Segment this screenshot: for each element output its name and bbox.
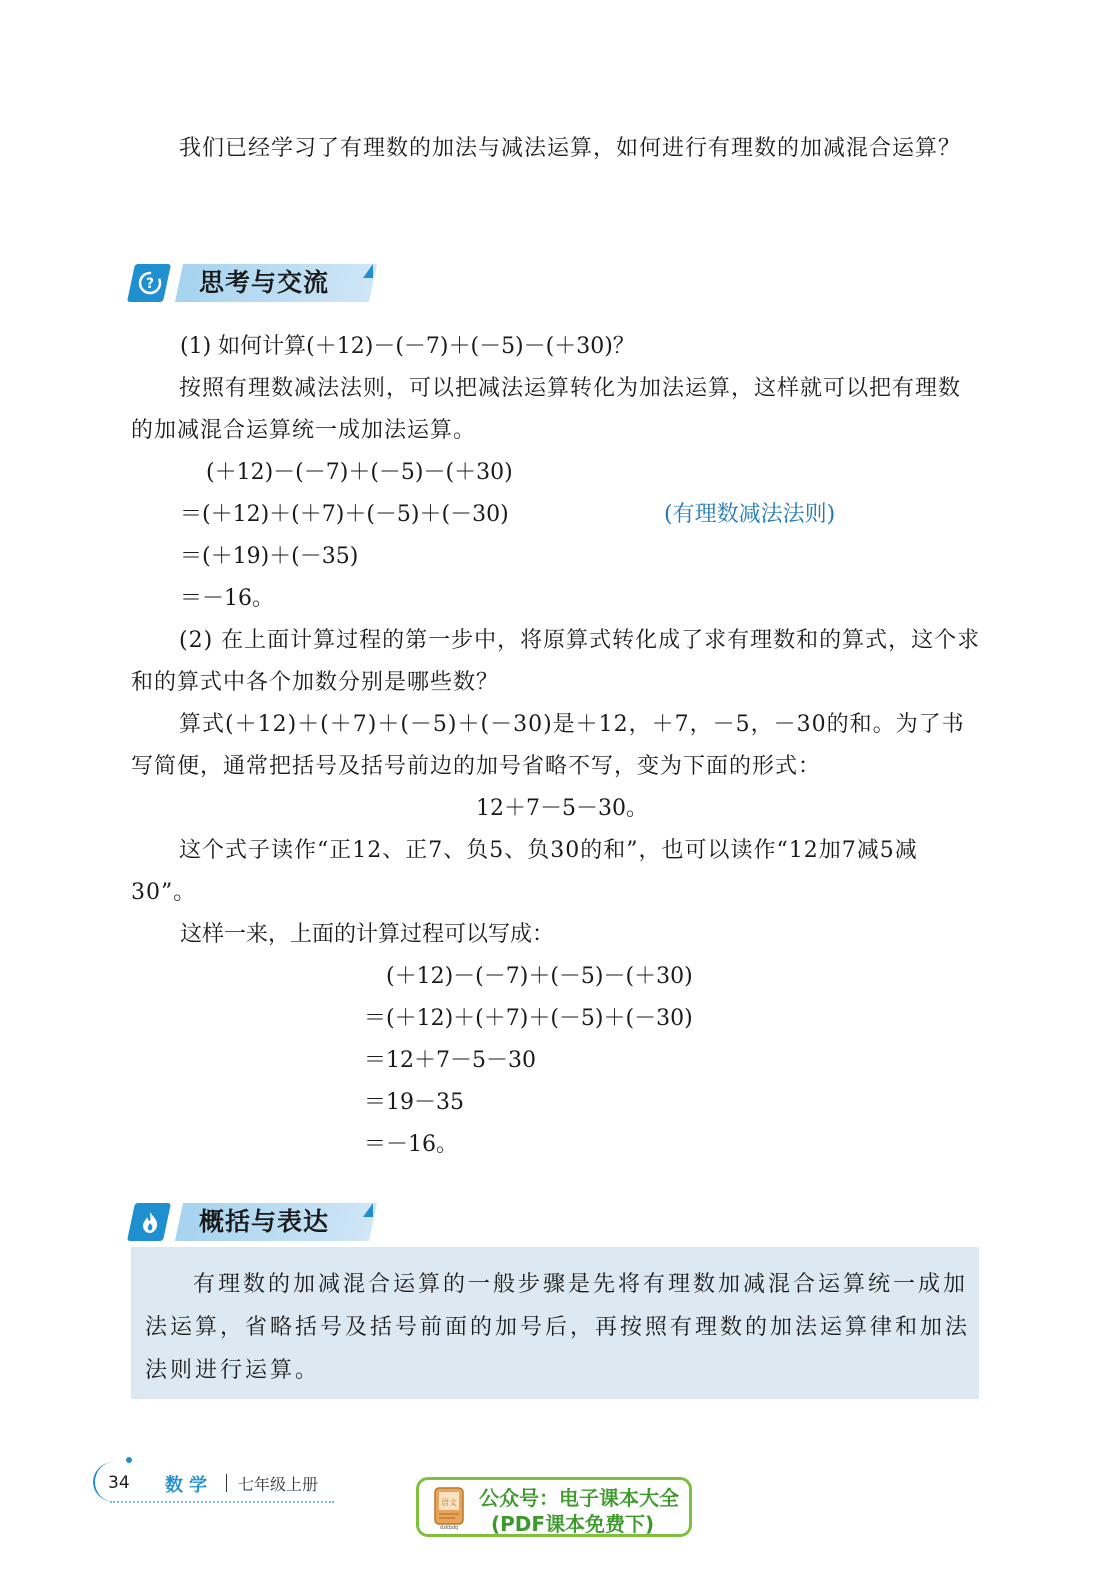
section-title: 概括与表达 <box>199 1207 330 1236</box>
calc1-line-3: ＝(＋19)＋(－35) <box>180 544 359 569</box>
svg-text:?: ? <box>145 276 155 292</box>
footer-divider <box>226 1474 227 1492</box>
question-cycle-icon <box>137 270 163 296</box>
page-number: 34 <box>108 1473 130 1493</box>
paragraph-subtraction-rule: 按照有理数减法法则，可以把减法运算转化为加法运算，这样就可以把有理数的加减混合运算统一成加法运算。 <box>131 376 962 443</box>
paragraph-reading: 这个式子读作“正12、正7、负5、负30的和”，也可以读作“12加7减5减30”。 <box>131 838 918 905</box>
intro-paragraph: 我们已经学习了有理数的加法与减法运算，如何进行有理数的加减混合运算？ <box>179 136 962 161</box>
footer-subject: 数学 <box>165 1475 213 1496</box>
badge-line-1: 公众号：电子课本大全 <box>479 1486 679 1510</box>
badge-icon-text: 语文 <box>441 1498 457 1507</box>
badge-small-text: dzkbdq <box>439 1525 459 1530</box>
footer-grade: 七年级上册 <box>238 1475 319 1494</box>
calc2-line-2: ＝(＋12)＋(＋7)＋(－5)＋(－30) <box>364 1006 693 1031</box>
page-number-dot <box>126 1457 132 1463</box>
calc2-line-5: ＝－16。 <box>364 1132 458 1157</box>
section-header-summarize <box>131 1203 391 1245</box>
question-2: (2) 在上面计算过程的第一步中，将原算式转化成了求有理数和的算式，这个求和的算式中各个加数分别是哪些数？ <box>131 628 981 695</box>
calc1-line-1: (＋12)－(－7)＋(－5)－(＋30) <box>206 460 513 485</box>
footer-dotted-rule <box>110 1501 334 1503</box>
section-corner-mark <box>363 1203 373 1217</box>
calc1-note: (有理数减法法则) <box>664 502 836 527</box>
calc2-line-1: (＋12)－(－7)＋(－5)－(＋30) <box>386 964 693 989</box>
badge-line-2: (PDF课本免费下) <box>491 1512 655 1536</box>
summary-box <box>131 1247 979 1399</box>
simplified-formula: 12＋7－5－30。 <box>476 796 648 821</box>
calc1-line-2: ＝(＋12)＋(＋7)＋(－5)＋(－30) <box>180 502 509 527</box>
summary-text: 有理数的加减混合运算的一般步骤是先将有理数加减混合运算统一成加法运算，省略括号及括号前面的加号后，再按照有理数的加法运算律和加法法则进行运算。 <box>145 1272 971 1383</box>
question-1: (1) 如何计算(＋12)－(－7)＋(－5)－(＋30)？ <box>180 334 635 359</box>
paragraph-rewrite: 这样一来，上面的计算过程可以写成： <box>180 922 555 947</box>
watermark-badge <box>416 1477 692 1537</box>
section-title: 思考与交流 <box>199 268 330 297</box>
calc2-line-4: ＝19－35 <box>364 1090 464 1115</box>
section-header-think-discuss <box>131 264 391 306</box>
section-corner-mark <box>363 264 373 278</box>
book-phone-icon <box>431 1486 469 1530</box>
paragraph-sum-form: 算式(＋12)＋(＋7)＋(－5)＋(－30)是＋12，＋7，－5，－30的和。为了书写简便，通常把括号及括号前边的加号省略不写，变为下面的形式： <box>131 712 965 779</box>
calc2-line-3: ＝12＋7－5－30 <box>364 1048 536 1073</box>
calc1-line-4: ＝－16。 <box>180 586 274 611</box>
flame-icon <box>137 1209 163 1235</box>
